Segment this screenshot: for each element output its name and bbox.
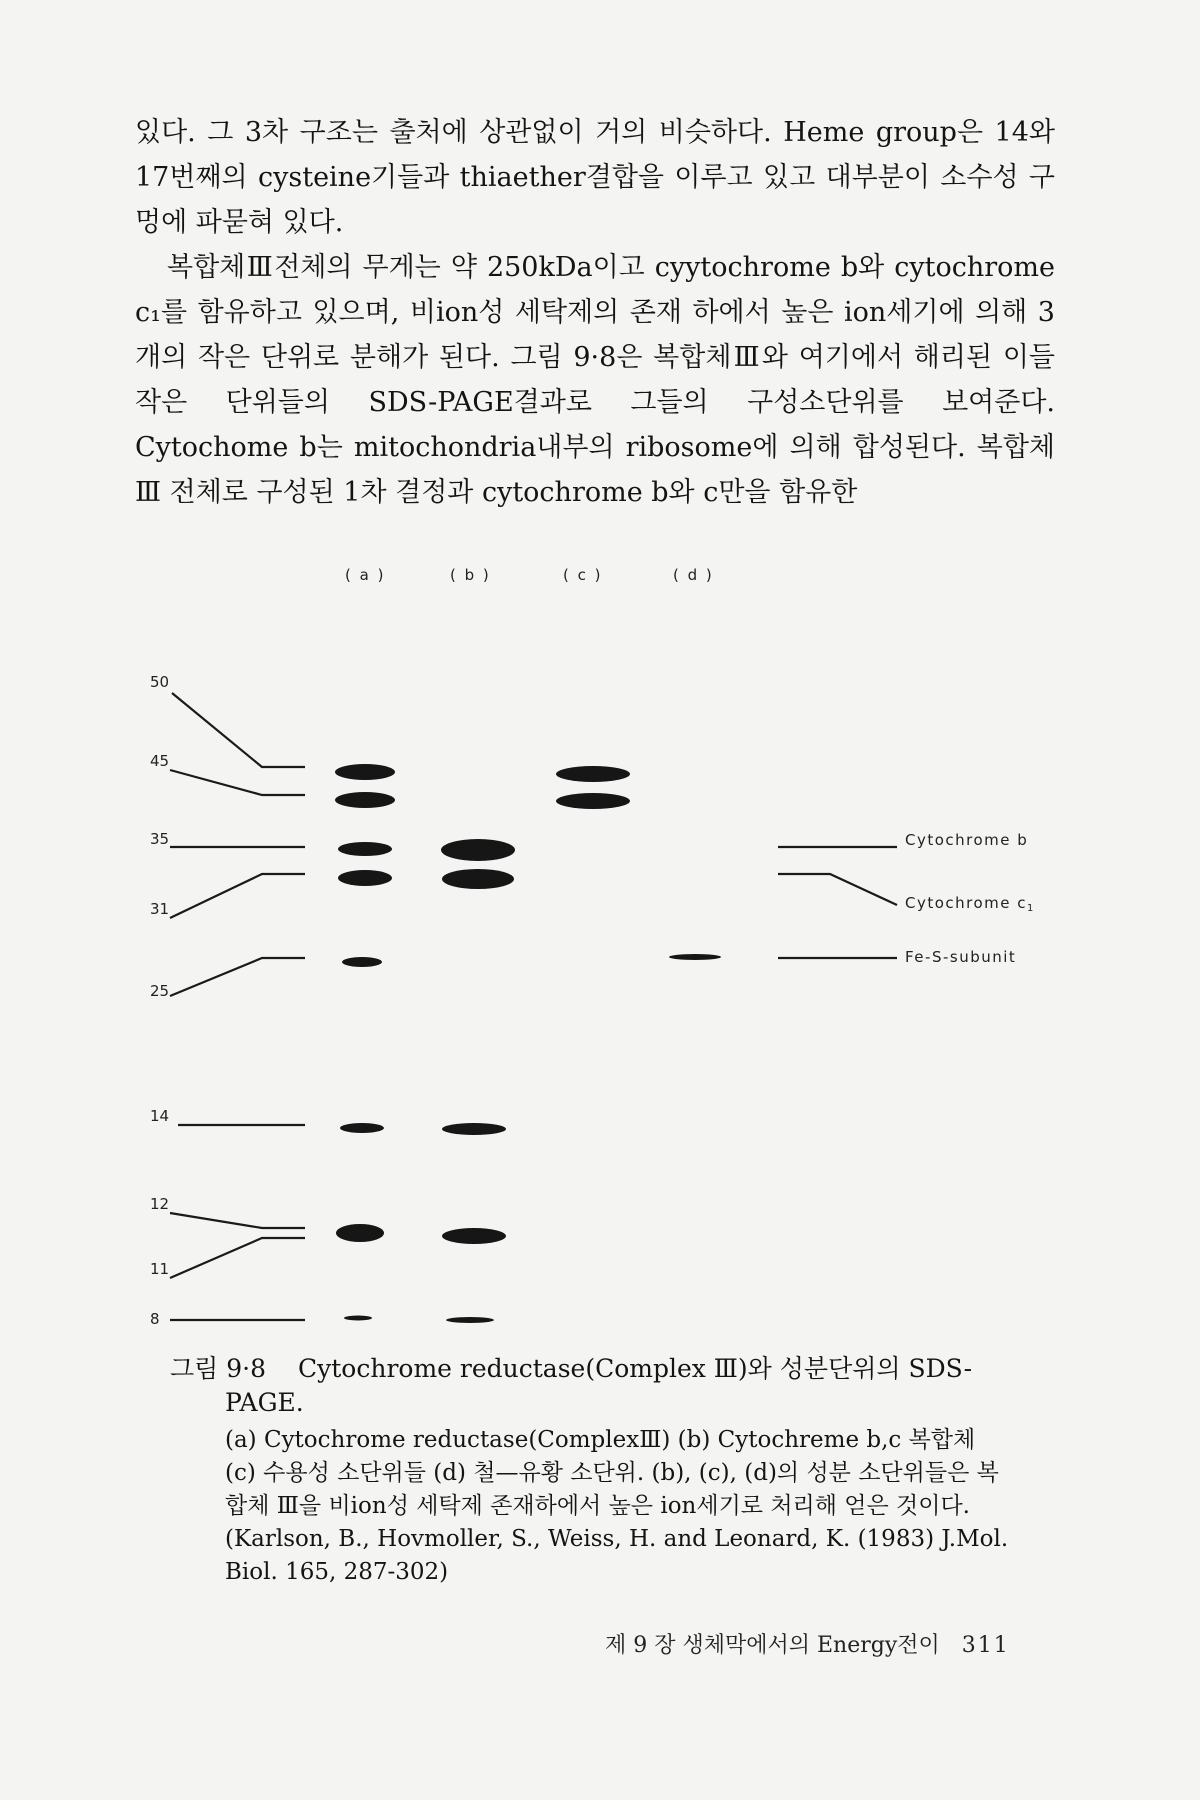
lane-label-d: ( d ) <box>673 566 714 584</box>
page-number: 311 <box>961 1633 1010 1658</box>
band-d-1 <box>669 954 721 960</box>
label-cytochrome-c1 <box>905 894 1035 914</box>
band-b-4 <box>442 1228 506 1244</box>
band-a-8 <box>344 1316 372 1321</box>
figure-caption <box>170 1352 1010 1589</box>
band-a-7 <box>336 1224 384 1242</box>
leader-line-12 <box>170 1213 305 1228</box>
band-b-5 <box>446 1317 494 1323</box>
lane-label-a: ( a ) <box>345 566 386 584</box>
gel-bands <box>335 764 721 1323</box>
band-a-2 <box>335 792 395 808</box>
band-a-5 <box>342 957 382 967</box>
running-footer <box>605 1628 1010 1659</box>
label-cytochrome-c1-subscript: 1 <box>1027 903 1035 914</box>
leader-line-31 <box>170 874 305 918</box>
leader-line-25 <box>170 958 305 996</box>
band-b-3 <box>442 1123 506 1135</box>
caption-title-line1: Cytochrome reductase(Complex Ⅲ)와 성분단위의 SDS- <box>298 1354 973 1383</box>
band-annotation-lines <box>778 847 897 958</box>
annotation-line-cytochrome-c1 <box>778 874 897 905</box>
footer-chapter: 제 9 장 생체막에서의 Energy전이 <box>605 1633 940 1658</box>
band-a-4 <box>338 870 392 886</box>
band-c-2 <box>556 793 630 809</box>
lane-label-c: ( c ) <box>563 566 603 584</box>
band-b-1 <box>441 839 515 861</box>
band-c-1 <box>556 766 630 782</box>
leader-line-50 <box>172 693 305 767</box>
lane-label-b: ( b ) <box>450 566 491 584</box>
label-cytochrome-b: Cytochrome b <box>905 831 1029 849</box>
label-fe-s-subunit: Fe-S-subunit <box>905 948 1017 966</box>
mw-marker-31: 31 <box>150 900 170 918</box>
band-a-3 <box>338 842 392 856</box>
paragraph-1: 있다. 그 3차 구조는 출처에 상관없이 거의 비슷하다. Heme group은 14와 17번째의 cysteine기들과 thiaether결합을 이루고 있고 대부분이 소수성 구멍에 파묻혀 있다. <box>135 117 1055 238</box>
mw-marker-25: 25 <box>150 982 170 1000</box>
mw-marker-12: 12 <box>150 1195 170 1213</box>
mw-marker-8: 8 <box>150 1310 160 1328</box>
mw-marker-14: 14 <box>150 1107 170 1125</box>
caption-number: 그림 9·8 <box>170 1354 267 1383</box>
label-cytochrome-c1-main: Cytochrome c <box>905 894 1028 912</box>
caption-title-line2: PAGE. <box>225 1388 304 1417</box>
band-b-2 <box>442 869 514 889</box>
leader-line-11 <box>170 1238 305 1278</box>
mw-marker-50: 50 <box>150 673 170 691</box>
marker-leader-lines <box>170 693 305 1320</box>
mw-marker-35: 35 <box>150 830 170 848</box>
mw-marker-45: 45 <box>150 752 170 770</box>
leader-line-45 <box>170 770 305 795</box>
band-a-1 <box>335 764 395 780</box>
paragraph-2: 복합체Ⅲ전체의 무게는 약 250kDa이고 cyytochrome b와 cytochrome c₁를 함유하고 있으며, 비ion성 세탁제의 존재 하에서 높은 ion세기에 의해 3개의 작은 단위로 분해가 된다. 그림 9·8은 복합체Ⅲ와 여기에서 해리된 이들 작은 단위들의 SDS-PAGE결과로 그들의 구성소단위를 보여준다. Cytochome b는 mitochondria내부의 ribosome에 의해 합성된다. 복합체Ⅲ 전체로 구성된 1차 결정과 cytochrome b와 c만을 함유한 <box>135 252 1055 508</box>
caption-title <box>170 1352 1010 1386</box>
caption-detail: (a) Cytochrome reductase(ComplexⅢ) (b) Cytochreme b,c 복합체 (c) 수용성 소단위들 (d) 철—유황 소단위. (b), (c), (d)의 성분 소단위들은 복합체 Ⅲ을 비ion성 세탁제 존재하에서 높은 ion세기로 처리해 얻은 것이다. (Karlson, B., Hovmoller, S., Weiss, H. and Leonard, K. (1983) J.Mol. Biol. 165, 287-302) <box>225 1427 1009 1585</box>
mw-marker-11: 11 <box>150 1260 170 1278</box>
band-a-6 <box>340 1123 384 1133</box>
